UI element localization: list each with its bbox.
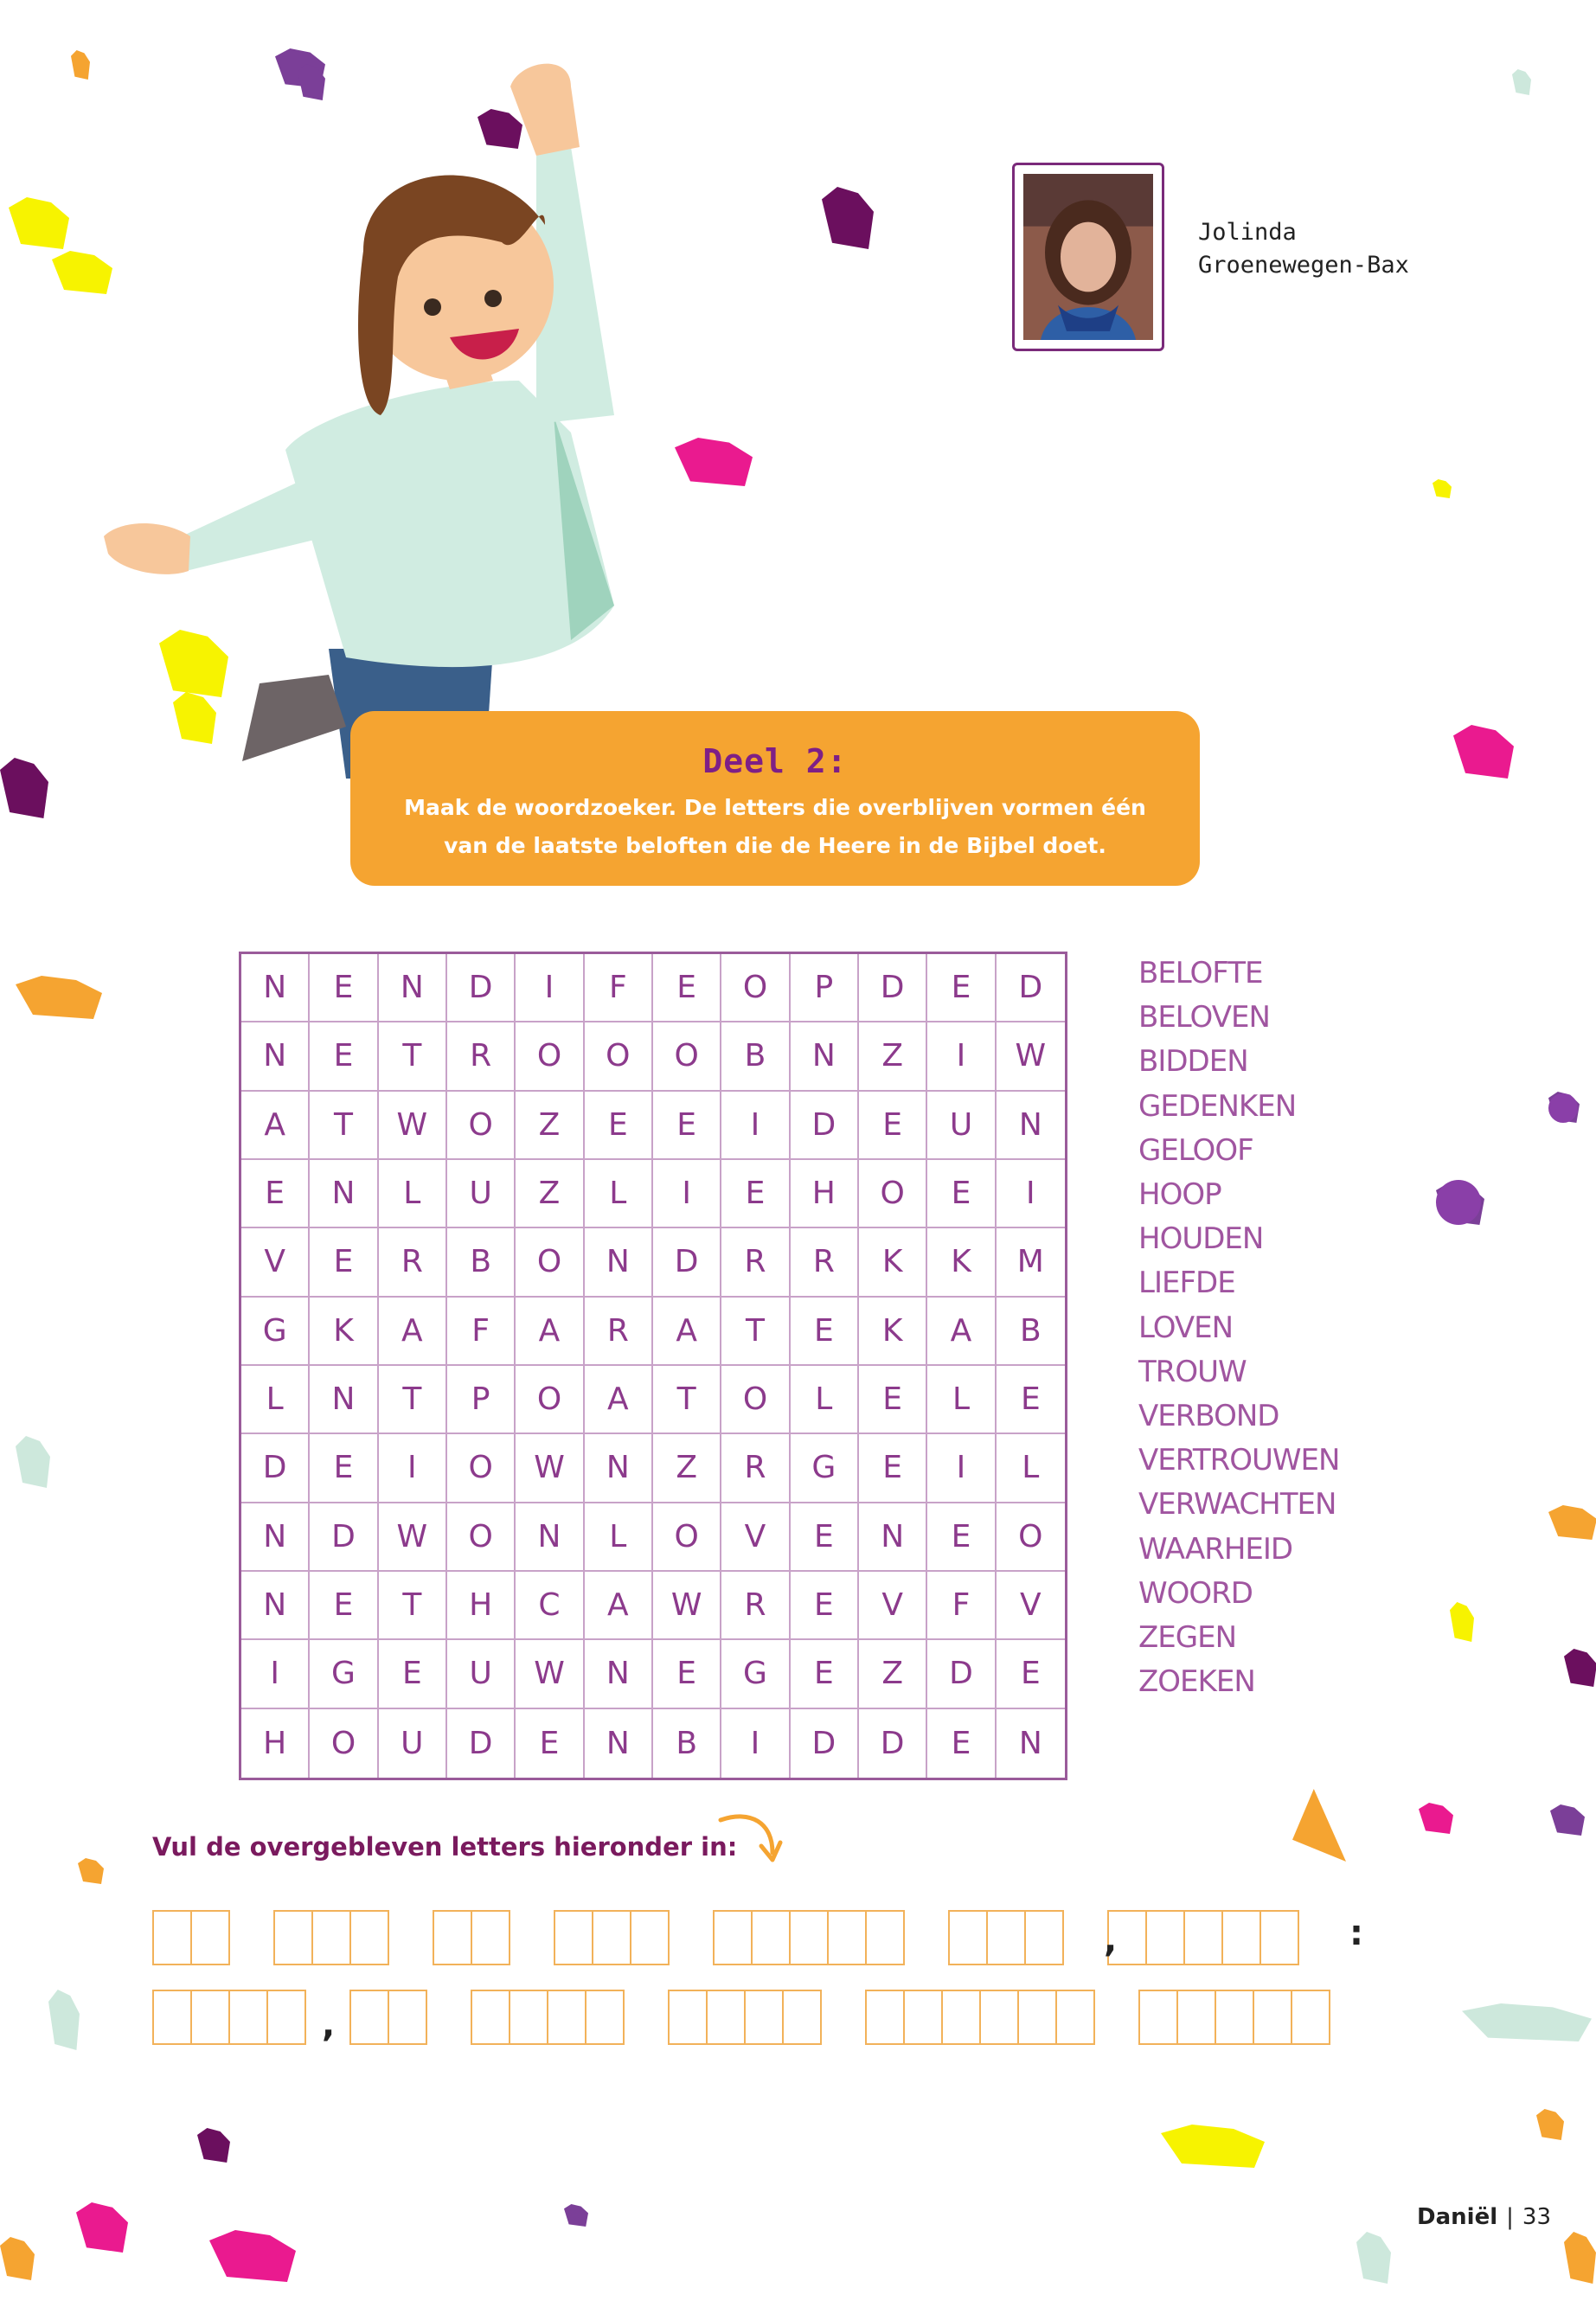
grid-cell[interactable]: N xyxy=(241,1503,310,1572)
grid-cell[interactable]: A xyxy=(653,1298,721,1366)
grid-cell[interactable]: I xyxy=(516,954,584,1022)
grid-cell[interactable]: O xyxy=(447,1092,516,1160)
answer-word-boxes xyxy=(273,1910,388,1965)
book-title: Daniël xyxy=(1417,2204,1498,2230)
word-list-item: HOOP xyxy=(1138,1177,1221,1213)
answer-letter-box[interactable] xyxy=(668,1990,708,2045)
answer-letter-box[interactable] xyxy=(349,1990,389,2045)
grid-cell[interactable]: N xyxy=(585,1709,653,1778)
grid-cell[interactable]: E xyxy=(927,1160,996,1228)
word-list-item: ZOEKEN xyxy=(1138,1664,1255,1700)
grid-cell[interactable]: Z xyxy=(516,1092,584,1160)
grid-cell[interactable]: G xyxy=(721,1640,790,1708)
grid-cell[interactable]: F xyxy=(927,1572,996,1640)
grid-cell[interactable]: T xyxy=(310,1092,378,1160)
grid-cell[interactable]: K xyxy=(927,1228,996,1297)
grid-cell[interactable]: K xyxy=(859,1298,927,1366)
grid-cell[interactable]: R xyxy=(721,1572,790,1640)
grid-cell[interactable]: T xyxy=(379,1366,447,1434)
grid-cell[interactable]: R xyxy=(585,1298,653,1366)
grid-cell[interactable]: Z xyxy=(859,1640,927,1708)
grid-cell[interactable]: E xyxy=(791,1640,859,1708)
answer-word-boxes xyxy=(554,1910,668,1965)
punctuation-mark: , xyxy=(322,2005,336,2045)
confetti-piece xyxy=(0,2237,35,2280)
confetti-piece xyxy=(822,187,874,249)
grid-cell[interactable]: E xyxy=(997,1366,1065,1434)
answer-letter-box[interactable] xyxy=(903,1990,943,2045)
confetti-piece xyxy=(1564,2232,1596,2284)
confetti-piece xyxy=(197,2128,230,2163)
word-list-item: GELOOF xyxy=(1138,1132,1253,1168)
grid-cell[interactable]: G xyxy=(310,1640,378,1708)
grid-cell[interactable]: L xyxy=(585,1503,653,1572)
grid-cell[interactable]: R xyxy=(721,1228,790,1297)
answer-letter-box[interactable] xyxy=(751,1910,791,1965)
answer-letter-box[interactable] xyxy=(433,1910,472,1965)
arrow-down-icon xyxy=(716,1810,785,1870)
answer-letter-box[interactable] xyxy=(1145,1910,1185,1965)
word-list-item: VERBOND xyxy=(1138,1399,1279,1434)
grid-cell[interactable]: E xyxy=(859,1366,927,1434)
answer-letter-box[interactable] xyxy=(1024,1910,1064,1965)
grid-cell[interactable]: L xyxy=(997,1434,1065,1503)
grid-cell[interactable]: E xyxy=(997,1640,1065,1708)
confetti-piece xyxy=(1419,1803,1453,1834)
grid-cell[interactable]: E xyxy=(791,1572,859,1640)
confetti-piece xyxy=(16,1436,50,1488)
answer-letter-box[interactable] xyxy=(1176,1990,1216,2045)
grid-cell[interactable]: H xyxy=(791,1160,859,1228)
answer-letter-box[interactable] xyxy=(986,1910,1026,1965)
grid-cell[interactable]: I xyxy=(721,1709,790,1778)
answer-letter-box[interactable] xyxy=(1055,1990,1095,2045)
confetti-piece xyxy=(0,758,48,818)
grid-cell[interactable]: R xyxy=(791,1228,859,1297)
grid-cell[interactable]: O xyxy=(447,1503,516,1572)
word-list-item: VERTROUWEN xyxy=(1138,1443,1340,1478)
grid-cell[interactable]: E xyxy=(653,1640,721,1708)
confetti-piece xyxy=(16,976,102,1019)
grid-cell[interactable]: N xyxy=(516,1503,584,1572)
grid-cell[interactable]: A xyxy=(516,1298,584,1366)
answer-letter-box[interactable] xyxy=(865,1910,905,1965)
answer-letter-box[interactable] xyxy=(1259,1910,1299,1965)
grid-cell[interactable]: W xyxy=(379,1503,447,1572)
instruction-banner xyxy=(350,711,1200,886)
grid-cell[interactable]: E xyxy=(516,1709,584,1778)
answer-letter-box[interactable] xyxy=(152,1910,192,1965)
grid-cell[interactable]: Z xyxy=(516,1160,584,1228)
footer-separator: | xyxy=(1506,2204,1514,2230)
answer-letter-box[interactable] xyxy=(1183,1910,1223,1965)
punctuation-mark: : xyxy=(1349,1913,1363,1953)
grid-cell[interactable]: L xyxy=(241,1366,310,1434)
word-list-item: LIEFDE xyxy=(1138,1266,1235,1301)
grid-cell[interactable]: D xyxy=(791,1709,859,1778)
grid-cell[interactable]: I xyxy=(927,1434,996,1503)
grid-cell[interactable]: E xyxy=(791,1503,859,1572)
grid-cell[interactable]: O xyxy=(721,1366,790,1434)
author-first-name: Jolinda xyxy=(1198,219,1297,246)
grid-cell[interactable]: O xyxy=(516,1228,584,1297)
grid-cell[interactable]: V xyxy=(859,1572,927,1640)
grid-cell[interactable]: P xyxy=(791,954,859,1022)
grid-cell[interactable]: V xyxy=(997,1572,1065,1640)
grid-cell[interactable]: B xyxy=(997,1298,1065,1366)
confetti-piece xyxy=(1453,725,1514,779)
punctuation-mark: , xyxy=(1104,1920,1118,1960)
answer-letter-box[interactable] xyxy=(273,1910,313,1965)
grid-cell[interactable]: B xyxy=(447,1228,516,1297)
grid-cell[interactable]: E xyxy=(310,1572,378,1640)
grid-cell[interactable]: D xyxy=(997,954,1065,1022)
word-list-item: BELOFTE xyxy=(1138,956,1263,990)
answer-word-boxes xyxy=(865,1990,1093,2045)
grid-cell[interactable]: C xyxy=(516,1572,584,1640)
answer-letter-box[interactable] xyxy=(1221,1910,1261,1965)
word-list-item: LOVEN xyxy=(1138,1310,1234,1345)
grid-cell[interactable]: T xyxy=(379,1022,447,1091)
grid-cell[interactable]: V xyxy=(721,1503,790,1572)
grid-cell[interactable]: O xyxy=(653,1022,721,1091)
answer-letter-box[interactable] xyxy=(471,1910,510,1965)
grid-cell[interactable]: I xyxy=(721,1092,790,1160)
grid-cell[interactable]: U xyxy=(379,1709,447,1778)
author-name xyxy=(1198,216,1458,282)
grid-cell[interactable]: Z xyxy=(859,1022,927,1091)
grid-cell[interactable]: I xyxy=(927,1022,996,1091)
grid-cell[interactable]: P xyxy=(447,1366,516,1434)
grid-cell[interactable]: E xyxy=(585,1092,653,1160)
grid-cell[interactable]: E xyxy=(927,954,996,1022)
confetti-piece xyxy=(1536,2109,1564,2140)
grid-cell[interactable]: N xyxy=(585,1228,653,1297)
word-list-item: ZEGEN xyxy=(1138,1620,1237,1656)
confetti-piece xyxy=(48,1990,80,2050)
word-list-item: GEDENKEN xyxy=(1138,1088,1297,1124)
grid-cell[interactable]: E xyxy=(859,1434,927,1503)
page-footer xyxy=(1417,2204,1551,2230)
grid-cell[interactable]: A xyxy=(241,1092,310,1160)
answer-word-boxes xyxy=(1107,1910,1298,1965)
grid-cell[interactable]: E xyxy=(310,1434,378,1503)
grid-cell[interactable]: N xyxy=(859,1503,927,1572)
answer-word-boxes xyxy=(433,1910,509,1965)
word-list-item: TROUW xyxy=(1138,1354,1247,1389)
answer-word-boxes xyxy=(713,1910,903,1965)
author-photo xyxy=(1012,163,1164,351)
confetti-piece xyxy=(1450,1602,1474,1642)
answer-letter-box[interactable] xyxy=(388,1990,427,2045)
grid-cell[interactable]: R xyxy=(447,1022,516,1091)
word-search-grid xyxy=(239,952,1067,1780)
word-list-item: WOORD xyxy=(1138,1575,1253,1611)
grid-cell[interactable]: N xyxy=(379,954,447,1022)
answer-letter-box[interactable] xyxy=(152,1990,192,2045)
fill-in-instruction: Vul de overgebleven letters hieronder in: xyxy=(152,1832,738,1862)
grid-cell[interactable]: N xyxy=(241,1022,310,1091)
grid-cell[interactable]: N xyxy=(997,1092,1065,1160)
grid-cell[interactable]: D xyxy=(927,1640,996,1708)
answer-letter-box[interactable] xyxy=(827,1910,867,1965)
confetti-piece xyxy=(1161,2125,1265,2168)
confetti-piece xyxy=(564,2204,588,2227)
answer-letter-box[interactable] xyxy=(713,1910,753,1965)
grid-cell[interactable]: W xyxy=(516,1640,584,1708)
grid-cell[interactable]: I xyxy=(653,1160,721,1228)
grid-cell[interactable]: O xyxy=(859,1160,927,1228)
answer-letter-box[interactable] xyxy=(509,1990,548,2045)
answer-letter-box[interactable] xyxy=(585,1990,625,2045)
page-number: 33 xyxy=(1522,2204,1551,2230)
purple-dot xyxy=(1436,1180,1481,1225)
grid-cell[interactable]: L xyxy=(791,1366,859,1434)
answer-letter-box[interactable] xyxy=(190,1990,230,2045)
grid-cell[interactable]: E xyxy=(310,1022,378,1091)
grid-cell[interactable]: E xyxy=(791,1298,859,1366)
grid-cell[interactable]: A xyxy=(585,1366,653,1434)
grid-cell[interactable]: W xyxy=(516,1434,584,1503)
instruction-text: Maak de woordzoeker. De letters die overblijven vormen één van de laatste beloften die de Heere in de Bijbel doet. xyxy=(404,795,1146,858)
word-list-item: BELOVEN xyxy=(1138,1000,1270,1035)
answer-letter-box[interactable] xyxy=(471,1990,510,2045)
grid-cell[interactable]: D xyxy=(310,1503,378,1572)
answer-letter-box[interactable] xyxy=(1138,1990,1178,2045)
answer-letter-box[interactable] xyxy=(979,1990,1019,2045)
grid-cell[interactable]: Z xyxy=(653,1434,721,1503)
grid-cell[interactable]: E xyxy=(859,1092,927,1160)
grid-cell[interactable]: R xyxy=(721,1434,790,1503)
grid-cell[interactable]: O xyxy=(997,1503,1065,1572)
word-list-item: HOUDEN xyxy=(1138,1221,1264,1257)
answer-word-boxes xyxy=(152,1910,228,1965)
answer-letter-box[interactable] xyxy=(349,1910,389,1965)
grid-cell[interactable]: D xyxy=(241,1434,310,1503)
grid-cell[interactable]: E xyxy=(927,1709,996,1778)
grid-cell[interactable]: N xyxy=(241,954,310,1022)
jumping-girl-illustration xyxy=(87,52,744,779)
grid-cell[interactable]: E xyxy=(379,1640,447,1708)
grid-cell[interactable]: B xyxy=(721,1022,790,1091)
grid-cell[interactable]: G xyxy=(241,1298,310,1366)
answer-word-boxes xyxy=(948,1910,1062,1965)
word-list-item: VERWACHTEN xyxy=(1138,1487,1336,1522)
grid-cell[interactable]: W xyxy=(653,1572,721,1640)
grid-cell[interactable]: L xyxy=(585,1160,653,1228)
grid-cell[interactable]: R xyxy=(379,1228,447,1297)
grid-cell[interactable]: T xyxy=(379,1572,447,1640)
answer-letter-box[interactable] xyxy=(630,1910,670,1965)
answer-letter-box[interactable] xyxy=(941,1990,981,2045)
answer-word-boxes xyxy=(349,1990,426,2045)
answer-word-boxes xyxy=(471,1990,623,2045)
confetti-piece xyxy=(76,2202,128,2253)
grid-cell[interactable]: E xyxy=(721,1160,790,1228)
grid-cell[interactable]: O xyxy=(585,1022,653,1091)
grid-cell[interactable]: N xyxy=(1018,1725,1042,1761)
grid-cell[interactable]: D xyxy=(653,1228,721,1297)
grid-cell[interactable]: D xyxy=(791,1092,859,1160)
confetti-piece xyxy=(1433,479,1452,498)
grid-cell[interactable]: O xyxy=(516,1022,584,1091)
orange-triangle xyxy=(1292,1789,1346,1862)
word-list-item: WAARHEID xyxy=(1138,1531,1293,1567)
answer-letter-box[interactable] xyxy=(1253,1990,1292,2045)
confetti-piece xyxy=(78,1858,104,1884)
answer-word-boxes xyxy=(668,1990,820,2045)
answer-letter-box[interactable] xyxy=(228,1990,268,2045)
grid-cell[interactable]: N xyxy=(585,1640,653,1708)
grid-cell[interactable]: U xyxy=(447,1640,516,1708)
grid-cell[interactable]: W xyxy=(379,1092,447,1160)
answer-word-boxes xyxy=(152,1990,304,2045)
word-list xyxy=(1138,952,1398,1704)
confetti-piece xyxy=(209,2230,296,2282)
answer-letter-box[interactable] xyxy=(865,1990,905,2045)
answer-letter-box[interactable] xyxy=(1291,1990,1330,2045)
grid-cell[interactable]: G xyxy=(791,1434,859,1503)
answer-word-boxes xyxy=(1138,1990,1329,2045)
grid-cell[interactable]: A xyxy=(585,1572,653,1640)
author-last-name: Groenewegen-Bax xyxy=(1198,252,1409,279)
grid-cell[interactable]: F xyxy=(447,1298,516,1366)
grid-cell[interactable]: E xyxy=(653,1092,721,1160)
grid-cell[interactable]: O xyxy=(310,1709,378,1778)
grid-cell[interactable]: N xyxy=(241,1572,310,1640)
answer-letter-box[interactable] xyxy=(1017,1990,1057,2045)
confetti-piece xyxy=(1462,2003,1592,2041)
grid-cell[interactable]: M xyxy=(997,1228,1065,1297)
grid-cell[interactable]: F xyxy=(585,954,653,1022)
grid-cell[interactable]: O xyxy=(721,954,790,1022)
grid-cell[interactable]: H xyxy=(447,1572,516,1640)
confetti-piece xyxy=(1550,1804,1585,1836)
grid-cell[interactable]: T xyxy=(653,1366,721,1434)
confetti-piece xyxy=(1548,1505,1596,1540)
grid-cell[interactable]: N xyxy=(585,1434,653,1503)
confetti-piece xyxy=(9,197,69,249)
grid-cell[interactable]: N xyxy=(310,1366,378,1434)
confetti-piece xyxy=(1512,69,1531,95)
author-portrait-image xyxy=(1023,174,1153,340)
answer-letter-box[interactable] xyxy=(1215,1990,1254,2045)
grid-cell[interactable]: I xyxy=(997,1160,1065,1228)
grid-cell[interactable]: D xyxy=(859,1709,927,1778)
grid-cell[interactable]: U xyxy=(927,1092,996,1160)
grid-cell[interactable]: I xyxy=(379,1434,447,1503)
grid-cell[interactable]: W xyxy=(997,1022,1065,1091)
grid-cell[interactable]: V xyxy=(241,1228,310,1297)
grid-cell[interactable]: O xyxy=(653,1503,721,1572)
grid-cell[interactable]: N xyxy=(310,1160,378,1228)
answer-letter-box[interactable] xyxy=(948,1910,988,1965)
grid-cell[interactable]: E xyxy=(310,1228,378,1297)
answer-letter-box[interactable] xyxy=(266,1990,306,2045)
answer-letter-box[interactable] xyxy=(782,1990,822,2045)
grid-cell[interactable]: L xyxy=(379,1160,447,1228)
answer-letter-box[interactable] xyxy=(592,1910,631,1965)
grid-cell[interactable]: B xyxy=(653,1709,721,1778)
answer-letter-box[interactable] xyxy=(554,1910,593,1965)
grid-cell[interactable]: D xyxy=(447,1709,516,1778)
grid-cell[interactable]: K xyxy=(859,1228,927,1297)
grid-cell[interactable]: K xyxy=(310,1298,378,1366)
grid-cell[interactable]: U xyxy=(447,1160,516,1228)
grid-cell[interactable]: A xyxy=(379,1298,447,1366)
answer-letter-box[interactable] xyxy=(190,1910,230,1965)
answer-letter-box[interactable] xyxy=(744,1990,784,2045)
grid-cell[interactable]: T xyxy=(721,1298,790,1366)
grid-cell[interactable]: D xyxy=(859,954,927,1022)
grid-cell[interactable]: E xyxy=(310,954,378,1022)
grid-cell[interactable]: O xyxy=(447,1434,516,1503)
grid-cell[interactable]: E xyxy=(653,954,721,1022)
grid-cell[interactable]: I xyxy=(241,1640,310,1708)
grid-cell[interactable]: N xyxy=(791,1022,859,1091)
answer-letter-box[interactable] xyxy=(311,1910,351,1965)
grid-cell[interactable]: O xyxy=(516,1366,584,1434)
grid-cell[interactable]: L xyxy=(927,1366,996,1434)
grid-cell[interactable]: H xyxy=(241,1709,310,1778)
confetti-piece xyxy=(1564,1649,1596,1687)
grid-cell[interactable]: D xyxy=(447,954,516,1022)
purple-dot xyxy=(1548,1093,1578,1123)
confetti-piece xyxy=(1356,2232,1391,2284)
grid-cell[interactable]: E xyxy=(241,1160,310,1228)
word-list-item: BIDDEN xyxy=(1138,1044,1248,1080)
grid-cell[interactable]: E xyxy=(927,1503,996,1572)
grid-cell[interactable]: A xyxy=(927,1298,996,1366)
answer-letter-box[interactable] xyxy=(789,1910,829,1965)
section-title: Deel 2: xyxy=(702,742,848,780)
answer-letter-box[interactable] xyxy=(547,1990,586,2045)
answer-letter-box[interactable] xyxy=(706,1990,746,2045)
